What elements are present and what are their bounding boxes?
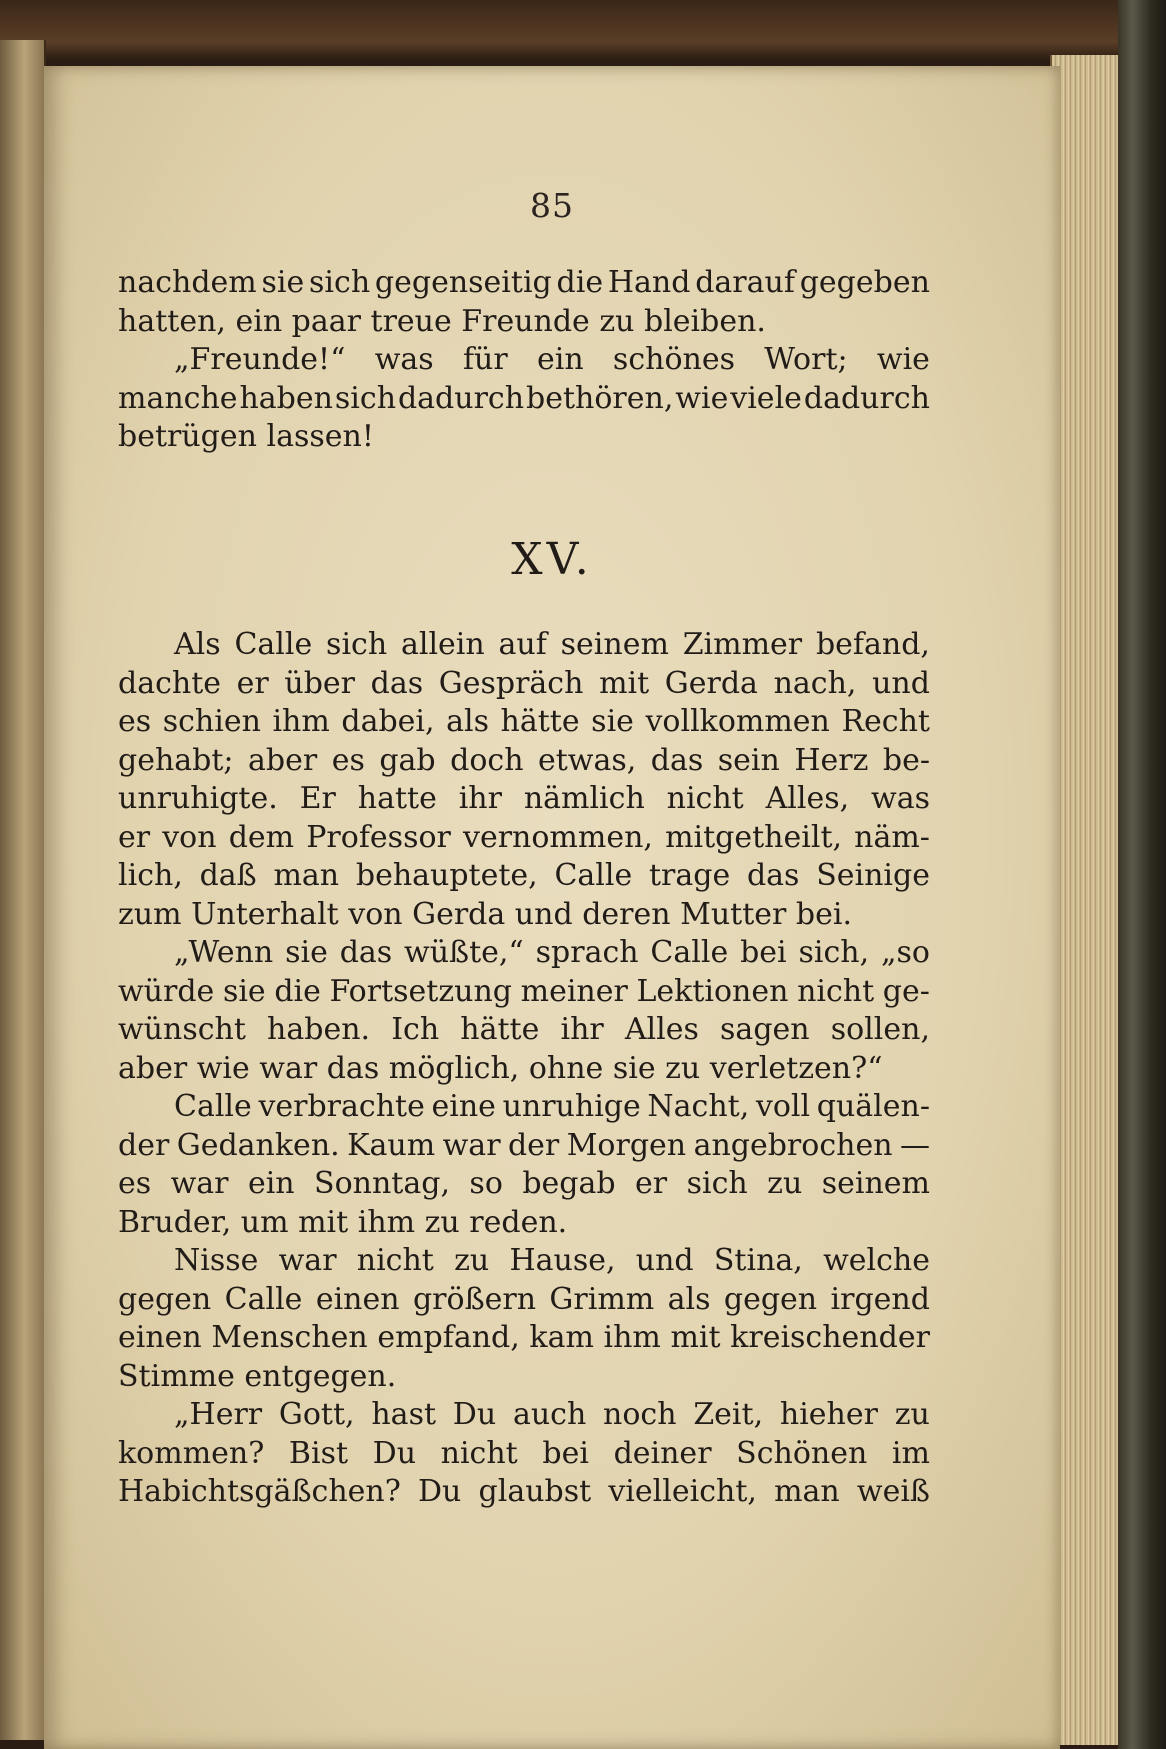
word: Kaum: [347, 1127, 436, 1163]
word: Sonntag,: [314, 1166, 450, 1201]
word: sich: [309, 265, 371, 300]
word: daß: [199, 858, 257, 893]
word: Morgen: [566, 1127, 687, 1163]
word: Habichtsgäßchen?: [118, 1474, 401, 1509]
word: lich,: [118, 858, 183, 893]
text-line-content: betrügen lassen!: [118, 419, 374, 454]
word: Grimm: [549, 1281, 655, 1317]
word: Stina,: [713, 1243, 803, 1278]
word: allein: [400, 627, 485, 662]
word: Calle: [554, 858, 633, 893]
word: nicht: [356, 1243, 434, 1278]
word: bei: [740, 935, 787, 970]
word: nämlich: [523, 781, 645, 816]
word: Calle: [234, 627, 313, 662]
text-line: [118, 1127, 930, 1166]
word: sie: [222, 973, 266, 1009]
word: ge-: [882, 973, 930, 1009]
facing-page-edge: [0, 40, 46, 1740]
word: das: [650, 742, 704, 778]
text-line: [118, 780, 930, 819]
word: was: [871, 781, 930, 816]
word: gehabt;: [118, 742, 234, 778]
word: sagen: [720, 1012, 810, 1047]
word: mitgetheilt,: [665, 819, 843, 855]
word: sie: [285, 935, 328, 970]
text-block-top: [118, 264, 930, 457]
word: Professor: [306, 819, 451, 855]
word: dabei,: [341, 704, 435, 739]
text-line: [118, 626, 930, 665]
word: Herz: [794, 742, 869, 778]
text-line: [118, 264, 930, 303]
word: „Wenn: [174, 935, 274, 970]
word: Calle: [650, 935, 729, 970]
word: noch: [603, 1397, 677, 1432]
word: hätte: [460, 1012, 540, 1047]
text-line: [118, 703, 930, 742]
word: die: [274, 973, 321, 1009]
text-line-content: Stimme entgegen.: [118, 1358, 397, 1394]
word: gegen: [118, 1281, 212, 1317]
text-line: [118, 896, 930, 935]
word: Nisse: [174, 1243, 259, 1278]
word: quälen-: [816, 1089, 930, 1124]
word: Zimmer: [682, 627, 803, 662]
word: haben: [239, 380, 333, 416]
word: wie: [675, 380, 729, 416]
word: ihr: [560, 1012, 604, 1047]
word: hatte: [357, 781, 437, 816]
word: es: [331, 742, 365, 778]
word: von: [162, 819, 217, 855]
word: Fortsetzung: [329, 973, 512, 1009]
text-line: [118, 380, 930, 419]
word: Er: [299, 781, 336, 816]
word: ihr: [458, 781, 502, 816]
word: dachte: [118, 665, 222, 701]
word: über: [284, 665, 356, 701]
page-number: 85: [530, 186, 574, 225]
word: sich: [326, 627, 388, 662]
word: einen: [315, 1281, 400, 1317]
word: Hause,: [509, 1243, 616, 1278]
word: begab: [522, 1166, 616, 1201]
word: unruhige: [502, 1089, 641, 1124]
word: man: [273, 858, 340, 893]
word: sich,: [798, 935, 870, 970]
word: nachdem: [118, 265, 257, 300]
word: ein: [536, 342, 584, 377]
word: deiner: [613, 1435, 712, 1471]
word: ein: [247, 1166, 295, 1201]
word: Bist: [288, 1435, 349, 1471]
word: sie: [591, 704, 634, 739]
word: und: [872, 665, 930, 701]
word: sprach: [535, 935, 639, 970]
text-block-main: [118, 626, 930, 1512]
word: als: [667, 1281, 711, 1317]
word: zu: [767, 1166, 803, 1201]
word: Recht: [841, 704, 930, 739]
word: Gerda: [664, 665, 758, 701]
word: aber: [248, 742, 318, 778]
word: wie: [876, 342, 930, 377]
word: irgend: [830, 1281, 930, 1317]
text-line: [118, 1473, 930, 1512]
book-cover-top: [0, 0, 1166, 60]
text-line: [118, 819, 930, 858]
word: einen: [118, 1320, 202, 1355]
word: Du: [372, 1435, 417, 1471]
word: gegenseitig: [374, 265, 552, 300]
text-line-content: aber wie war das möglich, ohne sie zu verletzen?“: [118, 1050, 883, 1086]
word: seinem: [560, 627, 669, 662]
word: weiß: [856, 1474, 930, 1509]
word: Calle: [174, 1089, 252, 1124]
word: nicht: [666, 781, 744, 816]
word: mit: [670, 1320, 721, 1355]
word: seinem: [821, 1166, 930, 1201]
word: vollkommen: [645, 704, 830, 739]
word: es: [118, 704, 152, 739]
word: es: [118, 1166, 152, 1201]
word: dem: [228, 819, 295, 855]
word: dadurch: [803, 380, 930, 416]
word: „Herr: [174, 1397, 263, 1432]
text-line-content: hatten, ein paar treue Freunde zu bleiben.: [118, 303, 766, 339]
word: der: [507, 1127, 560, 1163]
word: doch: [450, 742, 524, 778]
word: bei: [542, 1435, 589, 1471]
word: Schönen: [736, 1435, 868, 1471]
word: Seinige: [816, 858, 930, 893]
text-line: [118, 934, 930, 973]
word: ihm: [272, 704, 330, 739]
word: vielleicht,: [608, 1474, 757, 1509]
text-line: [118, 1088, 930, 1127]
word: darauf: [695, 265, 795, 300]
book-page: [44, 66, 1060, 1749]
text-line: [118, 303, 930, 342]
text-line: [118, 1011, 930, 1050]
word: manche: [118, 380, 238, 416]
word: wünscht: [118, 1012, 246, 1047]
word: Alles: [624, 1012, 699, 1047]
word: war: [170, 1166, 229, 1201]
word: sein: [717, 742, 780, 778]
word: war: [278, 1243, 337, 1278]
word: welche: [823, 1243, 930, 1278]
word: würde: [118, 973, 215, 1009]
word: Alles,: [765, 781, 850, 816]
word: gegeben: [799, 265, 930, 300]
word: be-: [882, 742, 930, 778]
text-line: [118, 1396, 930, 1435]
word: nach,: [773, 665, 857, 701]
word: angebrochen: [693, 1127, 893, 1163]
word: Ich: [391, 1012, 440, 1047]
word: kommen?: [118, 1435, 265, 1471]
text-line: [118, 418, 930, 457]
word: als: [446, 704, 489, 739]
word: Menschen: [211, 1320, 368, 1355]
word: voll: [755, 1089, 811, 1124]
word: die: [556, 265, 604, 300]
word: behauptete,: [355, 858, 538, 893]
word: Nacht,: [647, 1089, 750, 1124]
text-line: [118, 857, 930, 896]
word: auch: [512, 1397, 587, 1432]
word: Als: [174, 627, 221, 662]
word: schien: [162, 704, 261, 739]
word: „Freunde!“: [174, 342, 346, 377]
word: Du: [418, 1474, 462, 1509]
word: im: [891, 1435, 930, 1471]
word: sich: [334, 380, 397, 416]
text-line: [118, 341, 930, 380]
word: Zeit,: [693, 1397, 764, 1432]
word: Wort;: [764, 342, 848, 377]
word: zu: [894, 1397, 930, 1432]
word: eine: [431, 1089, 496, 1124]
word: befand,: [815, 627, 930, 662]
text-line-content: Bruder, um mit ihm zu reden.: [118, 1204, 568, 1240]
word: sollen,: [830, 1012, 930, 1047]
word: Gedanken.: [176, 1127, 340, 1163]
text-line: [118, 1204, 930, 1243]
text-line: [118, 1435, 930, 1474]
word: trage: [648, 858, 731, 893]
word: ihm: [603, 1320, 661, 1355]
word: kreischender: [730, 1320, 930, 1355]
word: schönes: [612, 342, 735, 377]
word: er: [236, 665, 269, 701]
word: etwas,: [538, 742, 637, 778]
word: auf: [498, 627, 547, 662]
text-line-content: zum Unterhalt von Gerda und deren Mutter bei.: [118, 896, 852, 932]
word: hätte: [500, 704, 580, 739]
word: Gott,: [278, 1397, 355, 1432]
word: sich: [686, 1166, 748, 1201]
chapter-heading: XV.: [511, 534, 593, 585]
text-line: [118, 665, 930, 704]
word: kam: [529, 1320, 594, 1355]
word: gegen: [723, 1281, 818, 1317]
word: er: [118, 819, 151, 855]
word: man: [774, 1474, 840, 1509]
word: haben.: [267, 1012, 371, 1047]
word: der: [118, 1127, 170, 1163]
text-line: [118, 1050, 930, 1089]
word: das: [339, 935, 393, 970]
word: so: [469, 1166, 503, 1201]
text-line: [118, 973, 930, 1012]
book-cover-right: [1118, 0, 1166, 1749]
word: verbrachte: [258, 1089, 425, 1124]
word: glaubst: [478, 1474, 592, 1509]
word: Hand: [607, 265, 691, 300]
word: empfand,: [377, 1320, 520, 1355]
word: Lektionen: [636, 973, 789, 1009]
word: Du: [452, 1397, 497, 1432]
word: gab: [379, 742, 436, 778]
word: größern: [412, 1281, 537, 1317]
word: was: [374, 342, 434, 377]
word: wüßte,“: [404, 935, 524, 970]
word: bethören,: [526, 380, 674, 416]
word: —: [899, 1127, 930, 1163]
word: das: [746, 858, 800, 893]
word: näm-: [854, 819, 930, 855]
text-line: [118, 1319, 930, 1358]
word: das: [370, 665, 424, 701]
word: viele: [730, 380, 802, 416]
text-line: [118, 1242, 930, 1281]
text-line: [118, 1281, 930, 1320]
word: Gespräch: [438, 665, 584, 701]
text-line: [118, 1165, 930, 1204]
word: meiner: [520, 973, 628, 1009]
word: war: [442, 1127, 501, 1163]
word: vernommen,: [463, 819, 653, 855]
word: nicht: [440, 1435, 518, 1471]
word: für: [462, 342, 508, 377]
word: nicht: [797, 973, 875, 1009]
text-line: [118, 1358, 930, 1397]
word: hast: [371, 1397, 437, 1432]
word: Calle: [224, 1281, 303, 1317]
word: sie: [261, 265, 305, 300]
text-line: [118, 742, 930, 781]
word: hieher: [779, 1397, 878, 1432]
word: zu: [454, 1243, 490, 1278]
word: er: [635, 1166, 668, 1201]
word: „so: [880, 935, 930, 970]
word: unruhigte.: [118, 781, 278, 816]
word: dadurch: [397, 380, 525, 416]
word: und: [635, 1243, 694, 1278]
word: mit: [599, 665, 650, 701]
